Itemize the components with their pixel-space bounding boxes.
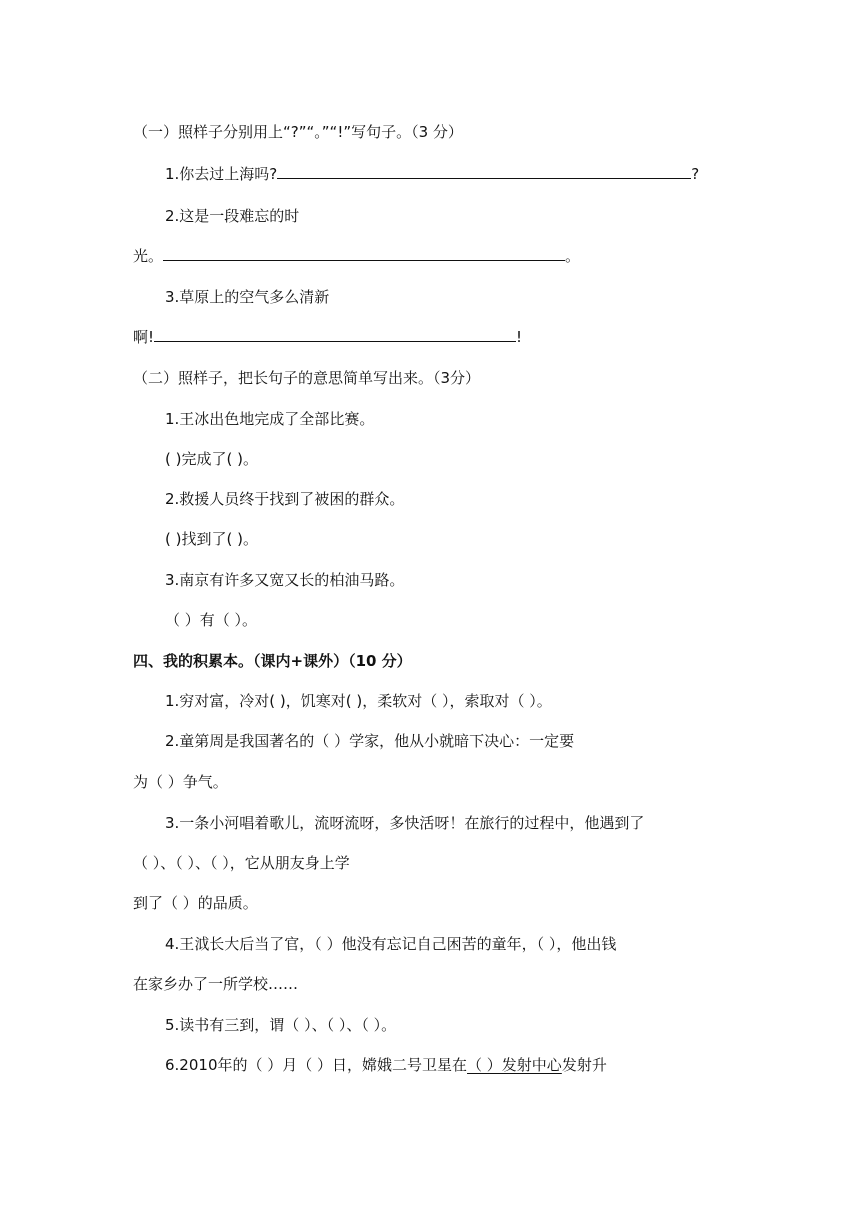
sec1-q3-cont [133, 327, 522, 347]
sec2-q3-sentence: 3.南京有许多又宽又长的柏油马路。 [165, 571, 405, 589]
sec1-q2-cont-text: 光。 [133, 247, 164, 265]
sec1-q1 [165, 164, 699, 184]
sec4-q6-after: 发射升 [561, 1056, 607, 1074]
sec1-q3-cont-text: 啊! [133, 328, 155, 346]
sec4-q3-line2[interactable]: （ ）、（ ）、（ ），它从朋友身上学 [133, 854, 350, 872]
sec4-q3-line3[interactable]: 到了（ ）的品质。 [133, 894, 258, 912]
sec2-q1-answer[interactable]: ( )完成了( )。 [165, 450, 258, 468]
sec4-q6-before: 6.2010年的（ ）月（ ）日，嫦娥二号卫星在 [165, 1056, 468, 1074]
sec1-q1-answer-line[interactable] [277, 165, 691, 179]
sec4-q1[interactable]: 1.穷对富，冷对( )，饥寒对( )，柔软对（ ），索取对（ ）。 [165, 692, 552, 710]
sec2-q3-answer[interactable]: （ ）有（ ）。 [165, 611, 258, 629]
sec1-q1-prompt: 1.你去过上海吗? [165, 165, 278, 183]
sec4-q2-line1[interactable]: 2.童第周是我国著名的（ ）学家，他从小就暗下决心：一定要 [165, 732, 575, 750]
sec4-q2-line2[interactable]: 为（ ）争气。 [133, 773, 228, 791]
sec1-q1-end: ? [691, 165, 700, 183]
sec1-q3-end: ! [516, 328, 523, 346]
sec1-q2-cont [133, 246, 580, 266]
section-1-heading: （一）照样子分别用上“?”“。”“!”写句子。（3 分） [133, 123, 463, 141]
sec4-q5[interactable]: 5.读书有三到，谓（ ）、（ ）、（ ）。 [165, 1016, 397, 1034]
sec4-q4-line1[interactable]: 4.王泧长大后当了官，（ ）他没有忘记自己困苦的童年，（ ），他出钱 [165, 935, 617, 953]
sec4-q4-line2: 在家乡办了一所学校…… [133, 975, 299, 993]
sec2-q2-sentence: 2.救援人员终于找到了被困的群众。 [165, 490, 405, 508]
sec1-q2-answer-line[interactable] [163, 247, 565, 261]
sec1-q2-end: 。 [565, 247, 581, 265]
sec1-q3-answer-line[interactable] [154, 328, 516, 342]
sec4-q6-underlined[interactable]: （ ）发射中心 [467, 1056, 562, 1074]
section-4-heading: 四、我的积累本。（课内+课外）（10 分） [133, 652, 412, 670]
sec2-q1-sentence: 1.王冰出色地完成了全部比赛。 [165, 410, 375, 428]
sec1-q2-prompt: 2.这是一段难忘的时 [165, 207, 300, 225]
sec4-q6[interactable] [165, 1055, 607, 1075]
sec2-q2-answer[interactable]: ( )找到了( )。 [165, 530, 258, 548]
sec4-q3-line1: 3.一条小河唱着歌儿，流呀流呀，多快活呀！在旅行的过程中，他遇到了 [165, 814, 645, 832]
section-2-heading: （二）照样子，把长句子的意思简单写出来。（3分） [133, 369, 481, 387]
sec1-q3-prompt: 3.草原上的空气多么清新 [165, 288, 330, 306]
